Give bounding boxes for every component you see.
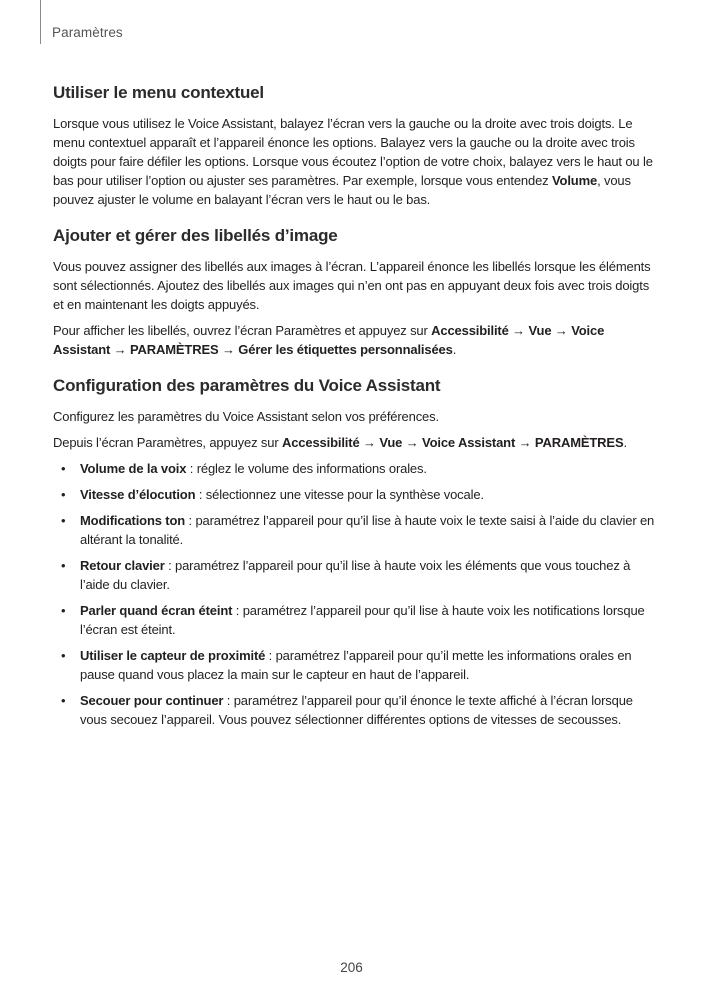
item-term: Vitesse d’élocution <box>80 487 196 502</box>
list-item <box>53 646 657 684</box>
path-accessibility: Accessibilité <box>281 435 360 450</box>
path-vue: Vue <box>528 323 552 338</box>
text: Pour afficher les libellés, ouvrez l’écran Paramètres et appuyez sur <box>53 323 432 338</box>
item-term: Secouer pour continuer <box>80 693 224 708</box>
item-desc: : sélectionnez une vitesse pour la synthèse vocale. <box>195 487 484 502</box>
paragraph-image-labels-1: Vous pouvez assigner des libellés aux images à l’écran. L’appareil énonce les libellés lorsque les éléments sont sélectionnés. Ajoutez des libellés aux images qui n’en ont pas en appuyant deux fois avec trois doigts et en maintenant les doigts appuyés. <box>53 259 651 312</box>
arrow: → <box>551 323 572 338</box>
arrow: → <box>359 435 380 450</box>
item-desc: : paramétrez l’appareil pour qu’il lise à haute voix les éléments que vous touchez à l’aide du clavier. <box>80 558 631 592</box>
paragraph-voice-settings-2 <box>53 433 657 452</box>
paragraph-image-labels-2 <box>53 321 657 359</box>
bullet-icon: • <box>61 558 66 573</box>
path-voice-assistant: Voice Assistant <box>53 323 605 357</box>
path-parametres: PARAMÈTRES <box>534 435 624 450</box>
arrow: → <box>515 435 535 450</box>
item-desc: : réglez le volume des informations orales. <box>186 461 427 476</box>
item-desc: : paramétrez l’appareil pour qu’il énonce le texte affiché à l’écran lorsque vous secouez l’appareil. Vous pouvez sélectionner différentes options de vitesses de secousses. <box>80 693 633 727</box>
list-item <box>53 511 657 549</box>
bullet-icon: • <box>61 693 66 708</box>
arrow: → <box>508 323 529 338</box>
list-item <box>53 485 657 504</box>
path-vue: Vue <box>379 435 403 450</box>
path-parametres: PARAMÈTRES <box>129 342 219 357</box>
page-number: 206 <box>340 960 363 975</box>
paragraph-context-menu <box>53 114 657 209</box>
arrow: → <box>110 342 130 357</box>
item-desc: : paramétrez l’appareil pour qu’il lise à haute voix le texte saisi à l’aide du clavier en altérant la tonalité. <box>80 513 655 547</box>
list-item <box>53 556 657 594</box>
list-item <box>53 601 657 639</box>
bullet-icon: • <box>61 603 66 618</box>
term-volume: Volume <box>551 173 598 188</box>
settings-list <box>53 459 657 729</box>
section-title-voice-settings: Configuration des paramètres du Voice Assistant <box>53 376 441 395</box>
section-title-image-labels: Ajouter et gérer des libellés d’image <box>53 226 338 245</box>
path-manage-labels: Gérer les étiquettes personnalisées <box>238 342 453 357</box>
text: Lorsque vous utilisez le Voice Assistant, balayez l’écran vers la gauche ou la droite avec trois doigts. Le menu contextuel apparaît et l’appareil énonce les options. Balayez vers la gauche ou la droite avec trois doigts pour faire défiler les options. Lorsque vous écoutez l’option de votre choix, balayez vers le haut ou le bas pour utiliser l’option ou ajuster ses paramètres. Par exemple, lorsque vous entendez <box>53 116 653 188</box>
section-voice-assistant-settings <box>53 375 657 729</box>
text: Depuis l’écran Paramètres, appuyez sur <box>53 435 282 450</box>
paragraph-voice-settings-1: Configurez les paramètres du Voice Assistant selon vos préférences. <box>53 409 439 424</box>
list-item <box>53 691 657 729</box>
section-image-labels <box>53 225 657 359</box>
section-title-context-menu: Utiliser le menu contextuel <box>53 83 264 102</box>
item-desc: : paramétrez l’appareil pour qu’il lise à haute voix les notifications lorsque l’écran est éteint. <box>80 603 645 637</box>
path-voice-assistant: Voice Assistant <box>422 435 516 450</box>
section-context-menu <box>53 82 657 209</box>
item-term: Modifications ton <box>80 513 186 528</box>
item-desc: : paramétrez l’appareil pour qu’il mette les informations orales en pause quand vous placez la main sur le capteur en haut de l’appareil. <box>80 648 632 682</box>
item-term: Retour clavier <box>80 558 165 573</box>
text: . <box>623 435 627 450</box>
text: , vous pouvez ajuster le volume en balayant l’écran vers le haut ou le bas. <box>53 173 631 207</box>
path-accessibility: Accessibilité <box>431 323 509 338</box>
running-header: Paramètres <box>52 25 123 40</box>
list-item <box>53 459 657 478</box>
bullet-icon: • <box>61 487 66 502</box>
item-term: Utiliser le capteur de proximité <box>80 648 266 663</box>
corner-rule <box>40 0 41 44</box>
bullet-icon: • <box>61 513 66 528</box>
arrow: → <box>218 342 239 357</box>
text: . <box>452 342 457 357</box>
bullet-icon: • <box>61 648 66 663</box>
main-content <box>53 82 657 736</box>
item-term: Volume de la voix <box>80 461 187 476</box>
arrow: → <box>402 435 423 450</box>
item-term: Parler quand écran éteint <box>80 603 233 618</box>
bullet-icon: • <box>61 461 66 476</box>
